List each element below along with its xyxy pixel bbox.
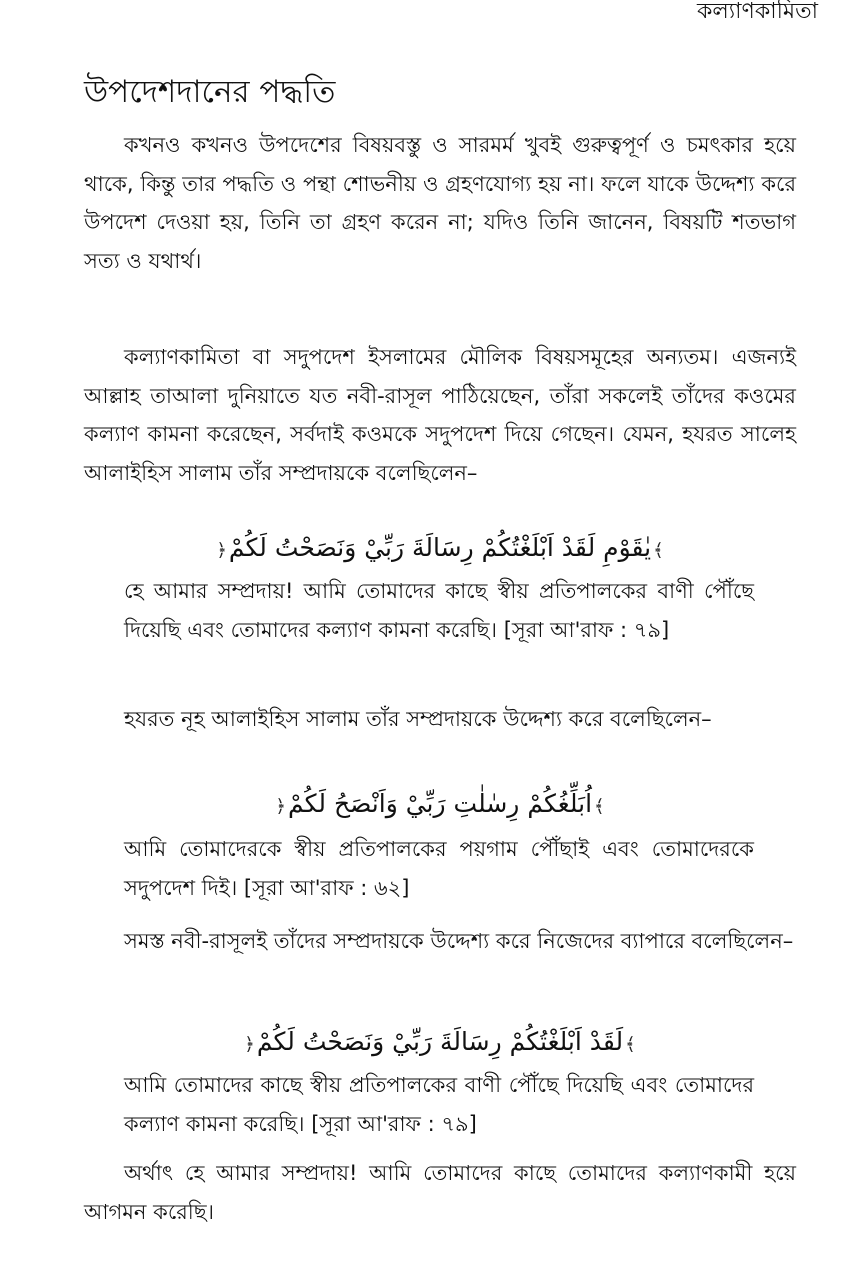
verse-translation-3 <box>124 1066 754 1143</box>
section-title: উপদেশদানের পদ্ধতি <box>84 74 336 110</box>
running-head: কল্যাণকামিতা <box>696 0 818 24</box>
surah-reference: [সূরা আ'রাফ : ৭৯] <box>311 1111 477 1136</box>
arabic-verse-text: لَقَدْ اَبْلَغْتُكُمْ رِسَالَةَ رَبِّيْ وَنَصَحْتُ لَكُمْ <box>256 1027 624 1056</box>
translation-text: আমি তোমাদেরকে স্বীয় প্রতিপালকের পয়গাম পৌঁছাই এবং তোমাদেরকে সদুপদেশ দিই। <box>124 837 754 900</box>
ornament-open: ﴾ <box>653 540 664 561</box>
paragraph-2: কল্যাণকামিতা বা সদুপদেশ ইসলামের মৌলিক বিষয়সমূহের অন্যতম। এজন্যই আল্লাহ তাআলা দুনিয়াতে যত নবী-রাসূল পাঠিয়েছেন, তাঁরা সকলেই তাঁদের কওমের কল্যাণ কামনা করেছেন, সর্বদাই কওমকে সদুপদেশ দিয়ে গেছেন। যেমন, হযরত সালেহ আলাইহিস সালাম তাঁর সম্প্রদায়কে বলেছিলেন– <box>84 345 796 485</box>
surah-reference: [সূরা আ'রাফ : ৭৯] <box>503 617 670 642</box>
arabic-verse-2 <box>84 784 796 827</box>
paragraph-5: অর্থাৎ হে আমার সম্প্রদায়! আমি তোমাদের কাছে তোমাদের কল্যাণকামী হয়ে আগমন করেছি। <box>84 1161 796 1224</box>
paragraph-4: সমস্ত নবী-রাসূলই তাঁদের সম্প্রদায়কে উদ্দেশ্য করে নিজেদের ব্যাপারে বলেছিলেন– <box>124 929 794 953</box>
ornament-close: ﴿ <box>244 1034 255 1055</box>
translation-text: হে আমার সম্প্রদায়! আমি তোমাদের কাছে স্বীয় প্রতিপালকের বাণী পৌঁছে দিয়েছি এবং তোমাদের কল্যাণ কামনা করেছি। <box>124 579 754 642</box>
paragraph-1: কখনও কখনও উপদেশের বিষয়বস্তু ও সারমর্ম খুবই গুরুত্বপূর্ণ ও চমৎকার হয়ে থাকে, কিন্তু তার পদ্ধতি ও পন্থা শোভনীয় ও গ্রহণযোগ্য হয় না। ফলে যাকে উদ্দেশ্য করে উপদেশ দেওয়া হয়, তিনি তা গ্রহণ করেন না; যদিও তিনি জানেন, বিষয়টি শতভাগ সত্য ও যথার্থ। <box>84 133 796 273</box>
paragraph-3: হযরত নূহ আলাইহিস সালাম তাঁর সম্প্রদায়কে উদ্দেশ্য করে বলেছিলেন– <box>124 707 712 731</box>
arabic-verse-text: يٰقَوْمِ لَقَدْ اَبْلَغْتُكُمْ رِسَالَةَ رَبِّيْ وَنَصَحْتُ لَكُمْ <box>228 533 652 562</box>
arabic-verse-3 <box>84 1022 796 1065</box>
translation-text: আমি তোমাদের কাছে স্বীয় প্রতিপালকের বাণী পৌঁছে দিয়েছি এবং তোমাদের কল্যাণ কামনা করেছি। <box>124 1073 754 1136</box>
ornament-open: ﴾ <box>625 1034 636 1055</box>
ornament-close: ﴿ <box>275 796 286 817</box>
verse-translation-1 <box>124 572 754 649</box>
verse-translation-2 <box>124 830 754 907</box>
ornament-close: ﴿ <box>216 540 227 561</box>
ornament-open: ﴾ <box>594 796 605 817</box>
surah-reference: [সূরা আ'রাফ : ৬২] <box>243 875 410 900</box>
arabic-verse-1 <box>84 528 796 571</box>
arabic-verse-text: اُبَلِّغُكُمْ رِسٰلٰتِ رَبِّيْ وَاَنْصَحُ لَكُمْ <box>287 789 593 818</box>
